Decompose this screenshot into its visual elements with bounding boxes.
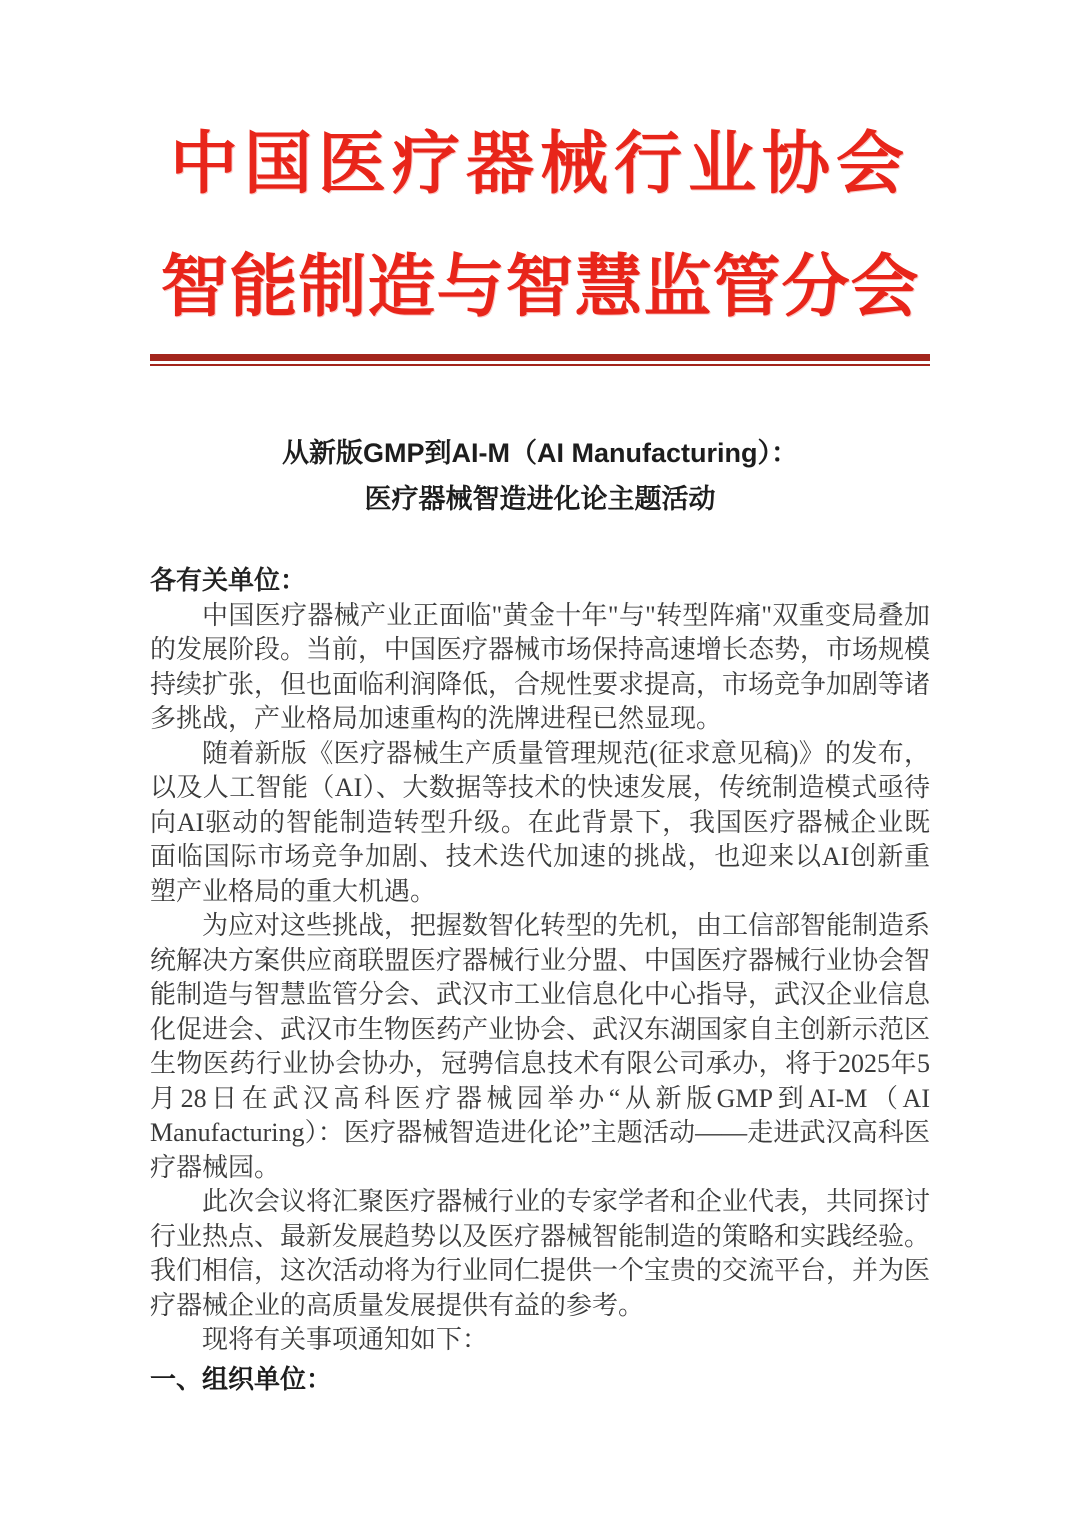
letterhead	[150, 0, 930, 366]
section-heading-organizers: 一、组织单位：	[150, 1364, 333, 1394]
salutation: 各有关单位：	[150, 566, 307, 595]
paragraph-event-purpose: 此次会议将汇聚医疗器械行业的专家学者和企业代表，共同探讨行业热点、最新发展趋势以及医疗器械智能制造的策略和实践经验。我们相信，这次活动将为行业同仁提供一个宝贵的交流平台，并为医疗器械企业的高质量发展提供有益的参考。	[150, 1187, 931, 1320]
letterhead-divider	[150, 354, 930, 366]
paragraph-industry-overview: 中国医疗器械产业正面临"黄金十年"与"转型阵痛"双重变局叠加的发展阶段。当前，中国医疗器械市场保持高速增长态势，市场规模持续扩张，但也面临利润降低，合规性要求提高，市场竞争加剧等诸多挑战，产业格局加速重构的洗牌进程已然显现。	[150, 600, 931, 733]
org-name-line1: 中国医疗器械行业协会	[169, 126, 910, 202]
paragraph-notice-intro: 现将有关事项通知如下：	[202, 1325, 489, 1354]
org-name-line2: 智能制造与智慧监管分会	[160, 249, 920, 325]
document-title-line2: 医疗器械智造进化论主题活动	[364, 484, 716, 514]
divider-thick-line	[150, 354, 930, 361]
paragraph-event-organizers: 为应对这些挑战，把握数智化转型的先机，由工信部智能制造系统解决方案供应商联盟医疗器械行业分盟、中国医疗器械行业协会智能制造与智慧监管分会、武汉市工业信息化中心指导，武汉企业信息化促进会、武汉市生物医药产业协会、武汉东湖国家自主创新示范区生物医药行业协会协办，冠骋信息技术有限公司承办，将于2025年5月28日在武汉高科医疗器械园举办“从新版GMP到AI-M（AI Manufacturing）：医疗器械智造进化论”主题活动——走进武汉高科医疗器械园。	[150, 911, 931, 1182]
document-title-line1: 从新版GMP到AI-M（AI Manufacturing）：	[282, 438, 798, 468]
document-title	[150, 430, 930, 522]
notice-body	[150, 564, 930, 1397]
divider-thin-line	[150, 364, 930, 366]
paragraph-gmp-ai-background: 随着新版《医疗器械生产质量管理规范(征求意见稿)》的发布，以及人工智能（AI）、大数据等技术的快速发展，传统制造模式亟待向AI驱动的智能制造转型升级。在此背景下，我国医疗器械企业既面临国际市场竞争加剧、技术迭代加速的挑战，也迎来以AI创新重塑产业格局的重大机遇。	[150, 738, 930, 906]
